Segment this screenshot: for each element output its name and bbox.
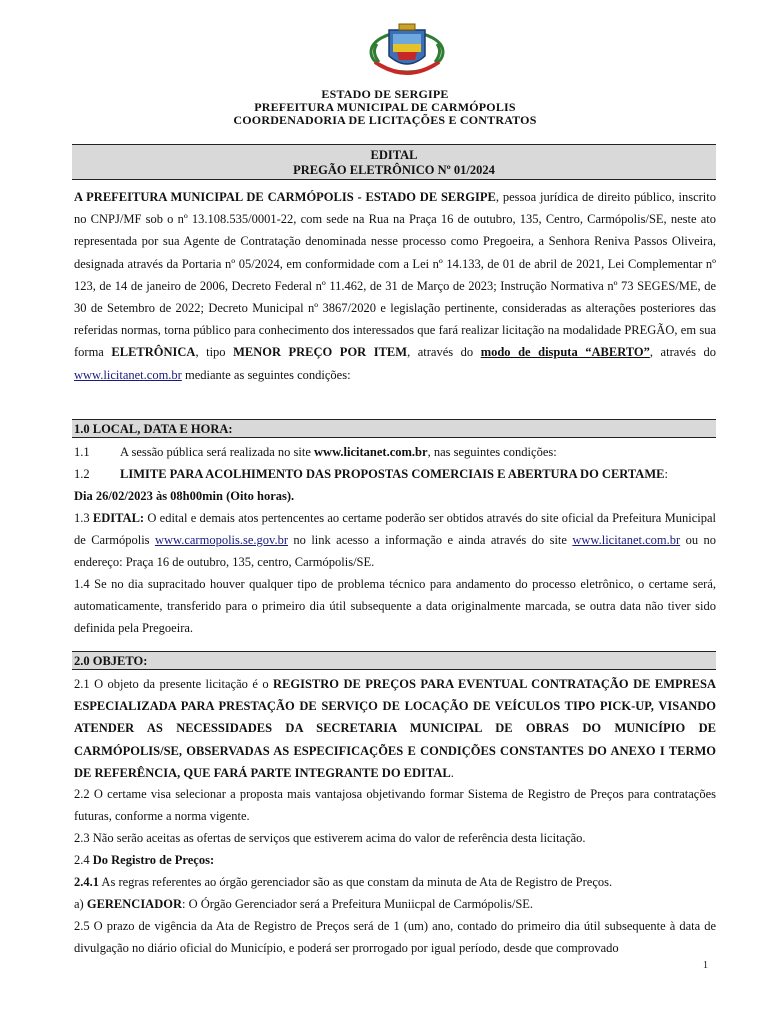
item-1-2 bbox=[74, 463, 716, 507]
page-number: 1 bbox=[703, 960, 708, 971]
item-1-3-text-2: no link acesso a informação e ainda através do site bbox=[288, 533, 573, 548]
item-1-1-number: 1.1 bbox=[74, 445, 90, 459]
item-2-4-1-number: 2.4.1 bbox=[74, 875, 99, 889]
item-1-1-site: www.licitanet.com.br bbox=[314, 445, 428, 459]
header-state: ESTADO DE SERGIPE bbox=[321, 87, 449, 101]
item-2-1 bbox=[74, 673, 716, 784]
municipal-coat-of-arms bbox=[367, 22, 447, 82]
edital-title-box bbox=[72, 144, 716, 180]
item-a-text: : O Órgão Gerenciador será a Prefeitura Muniicpal de Carmópolis/SE. bbox=[182, 897, 534, 911]
intro-text-2: , tipo bbox=[195, 345, 234, 360]
pregao-number: PREGÃO ELETRÔNICO Nº 01/2024 bbox=[293, 163, 495, 177]
intro-lead: A PREFEITURA MUNICIPAL DE CARMÓPOLIS - ESTADO DE SERGIPE bbox=[74, 190, 496, 204]
item-2-1-object: REGISTRO DE PREÇOS PARA EVENTUAL CONTRATAÇÃO DE EMPRESA ESPECIALIZADA PARA PRESTAÇÃO DE SERVIÇO DE LOCAÇÃO DE VEÍCULOS TIPO PICK-UP, VISANDO ATENDER AS NECESSIDADES DA SECRETARIA MUNICIPAL DE OBRAS DO MUNICÍPIO DE CARMÓPOLIS/SE, OBSERVADAS AS ESPECIFICAÇÕES E CONDIÇÕES CONSTANTES DO ANEXO I TERMO DE REFERÊNCIA, QUE FARÁ PARTE INTEGRANTE DO EDITAL bbox=[74, 677, 716, 780]
item-2-1-end: . bbox=[450, 765, 454, 780]
section-1-heading bbox=[72, 419, 716, 438]
section-2-heading bbox=[72, 651, 716, 670]
header-prefeitura: PREFEITURA MUNICIPAL DE CARMÓPOLIS bbox=[254, 100, 516, 114]
intro-eletronica: ELETRÔNICA bbox=[111, 345, 196, 360]
item-1-1-text: A sessão pública será realizada no site bbox=[120, 445, 315, 459]
item-1-3-text: O edital e demais atos pertencentes ao certame poderão ser obtidos através do site oficial da Prefeitura Municipal de Carmópolis bbox=[74, 511, 716, 548]
item-1-3-number: 1.3 bbox=[74, 511, 90, 525]
item-1-3-label: EDITAL: bbox=[92, 511, 145, 525]
licitanet-link-2[interactable]: www.licitanet.com.br bbox=[572, 533, 681, 548]
header-coordenadoria: COORDENADORIA DE LICITAÇÕES E CONTRATOS bbox=[233, 113, 537, 127]
item-1-2-title: LIMITE PARA ACOLHIMENTO DAS PROPOSTAS COMERCIAIS E ABERTURA DO CERTAME bbox=[120, 467, 665, 481]
item-2-3: 2.3 Não serão aceitas as ofertas de serviços que estiverem acima do valor de referência desta licitação. bbox=[74, 831, 586, 845]
item-1-1-end: , nas seguintes condições: bbox=[427, 445, 557, 459]
item-1-3-text-3: ou no endereço: Praça 16 de outubro, 135, centro, Carmópolis/SE. bbox=[74, 533, 716, 570]
item-2-4-1 bbox=[74, 871, 716, 893]
item-1-1 bbox=[74, 441, 716, 463]
item-a-lead: a) bbox=[74, 897, 87, 911]
intro-modo-disputa: modo de disputa “ABERTO” bbox=[480, 345, 650, 360]
carmopolis-link[interactable]: www.carmopolis.se.gov.br bbox=[154, 533, 289, 548]
intro-menor-preco: MENOR PREÇO POR ITEM bbox=[233, 345, 408, 360]
item-1-2-number: 1.2 bbox=[74, 467, 90, 481]
item-1-4: 1.4 Se no dia supracitado houver qualquer tipo de problema técnico para andamento do processo eletrônico, o certame será, automaticamente, transferido para o primeiro dia útil subsequente a data originalmente marcada, se outra data não tiver sido definida pela Pregoeira. bbox=[74, 577, 716, 636]
section-2-title: 2.0 OBJETO: bbox=[74, 654, 148, 668]
item-1-2-colon: : bbox=[664, 467, 668, 481]
item-1-2-date: Dia 26/02/2023 às 08h00min (Oito horas). bbox=[74, 489, 295, 504]
intro-text-4: , através do bbox=[649, 345, 716, 360]
item-a-gerenciador bbox=[74, 893, 716, 915]
licitanet-link[interactable]: www.licitanet.com.br bbox=[74, 367, 182, 382]
item-2-5: 2.5 O prazo de vigência da Ata de Registro de Preços será de 1 (um) ano, contado do primeiro dia útil subsequente à data de divulgação no diário oficial do Município, e poderá ser prorrogado por igual período, desde que comprovado bbox=[74, 919, 716, 956]
document-header bbox=[0, 88, 770, 127]
intro-text-3: , através do bbox=[407, 345, 481, 360]
item-2-2: 2.2 O certame visa selecionar a proposta mais vantajosa objetivando formar Sistema de Registro de Preços para contratações futuras, conforme a norma vigente. bbox=[74, 787, 716, 824]
item-2-4-number: 2.4 bbox=[74, 853, 93, 867]
intro-text-5: mediante as seguintes condições: bbox=[181, 367, 351, 382]
item-2-4 bbox=[74, 849, 716, 871]
intro-text: , pessoa jurídica de direito público, inscrito no CNPJ/MF sob o nº 13.108.535/0001-22, com sede na Rua na Praça 16 de outubro, 135, Centro, Carmópolis/SE, neste ato representada por sua Agente de Contratação denominada nesse processo como Pregoeira, a Senhora Reniva Passos Oliveira, designada através da Portaria nº 05/2024, em conformidade com a Lei nº 14.133, de 01 de abril de 2021, Lei Complementar nº 123, de 14 de janeiro de 2006, Decreto Federal nº 11.462, de 31 de Março de 2023; Instrução Normativa nº 73 SEGES/ME, de 30 de Setembro de 2022; Decreto Municipal nº 3867/2020 e legislação pertinente, consideradas as alterações posteriores das referidas normas, torna público para conhecimento dos interessados que fará realizar licitação na modalidade PREGÃO, em sua forma bbox=[74, 190, 716, 360]
item-1-3 bbox=[74, 507, 716, 574]
item-2-4-1-text: As regras referentes ao órgão gerenciador são as que constam da minuta de Ata de Registro de Preços. bbox=[99, 875, 613, 889]
item-a-label: GERENCIADOR bbox=[86, 897, 182, 911]
item-2-4-title: Do Registro de Preços: bbox=[92, 853, 215, 867]
edital-title: EDITAL bbox=[370, 148, 418, 162]
item-2-1-text: 2.1 O objeto da presente licitação é o bbox=[74, 677, 274, 691]
intro-paragraph bbox=[74, 186, 716, 386]
section-1-title: 1.0 LOCAL, DATA E HORA: bbox=[74, 422, 233, 436]
